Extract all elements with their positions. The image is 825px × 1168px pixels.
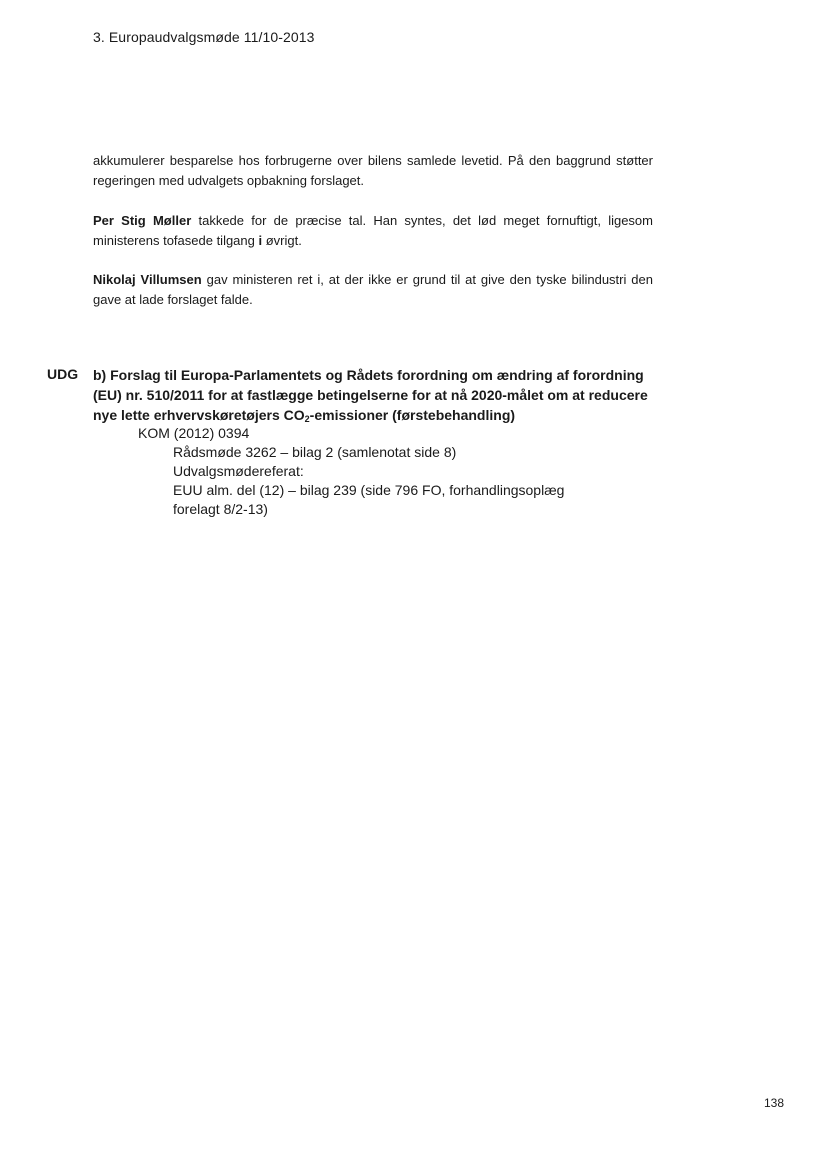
- paragraph-text-end: øvrigt.: [262, 233, 302, 248]
- agenda-title-text: b) Forslag til Europa-Parlamentets og Rådets forordning om ændring af forordning (EU) nr. 510/2011 for at fastlægge betingelserne for at nå 2020-målet om at reducere nye lette erhvervskøretøjers CO: [93, 367, 648, 423]
- agenda-title-text-end: -emissioner (førstebehandling): [309, 407, 516, 423]
- paragraph-text: akkumulerer besparelse hos forbrugerne over bilens samlede levetid. På den baggrund støtter regeringen med udvalgets opbakning forslaget.: [93, 153, 653, 188]
- agenda-item-title: [93, 365, 653, 425]
- paragraph-nikolaj-villumsen: [93, 270, 653, 310]
- co2-subscript: 2: [304, 414, 310, 424]
- kom-reference: KOM (2012) 0394: [138, 425, 250, 441]
- reference-line: Rådsmøde 3262 – bilag 2 (samlenotat side 8): [173, 444, 457, 460]
- reference-list: [173, 443, 633, 519]
- page-number: 138: [763, 1096, 784, 1110]
- agenda-item-label: UDG: [47, 366, 79, 382]
- reference-line: EUU alm. del (12) – bilag 239 (side 796 FO, forhandlingsoplæg: [173, 482, 565, 498]
- paragraph-per-stig-moller: [93, 211, 653, 251]
- reference-line: Udvalgsmødereferat:: [173, 463, 304, 479]
- bold-word: i: [258, 233, 263, 248]
- reference-line: forelagt 8/2-13): [173, 501, 268, 517]
- paragraph-text: gav ministeren ret i, at der ikke er grund til at give den tyske bilindustri den gave at lade forslaget falde.: [93, 272, 653, 307]
- paragraph-text: takkede for de præcise tal. Han syntes, det lød meget fornuftigt, ligesom ministerens tofasede tilgang: [93, 213, 653, 248]
- speaker-name: Per Stig Møller: [93, 213, 192, 228]
- speaker-name: Nikolaj Villumsen: [93, 272, 202, 287]
- paragraph-savings: [93, 151, 653, 191]
- page-header: 3. Europaudvalgsmøde 11/10-2013: [93, 29, 315, 45]
